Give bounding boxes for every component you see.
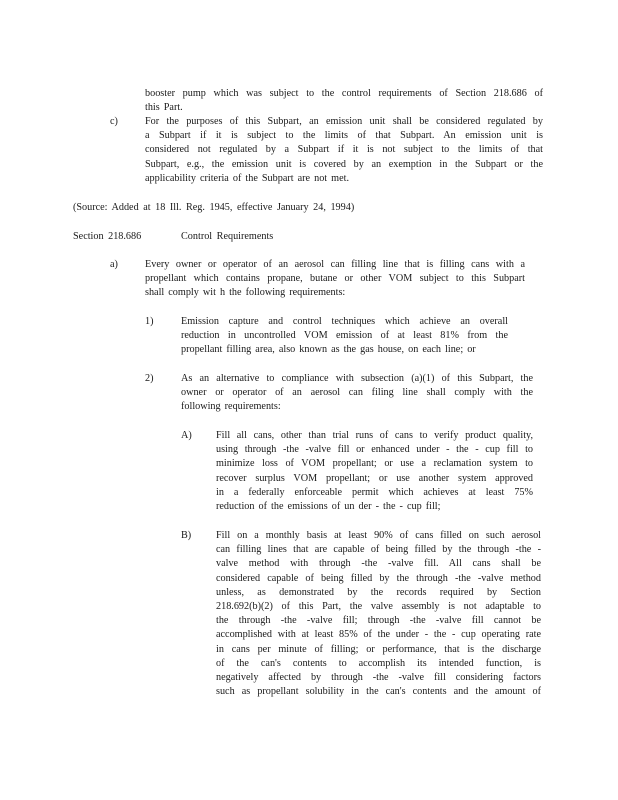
continuation-paragraph — [145, 87, 543, 115]
paragraph-line: such as propellant solubility in the can's contents and the amount of — [216, 686, 541, 698]
paragraph-line: 218.692(b)(2) of this Part, the valve assembly is not adaptable to — [216, 601, 541, 613]
paragraph-line: Fill all cans, other than trial runs of cans to verify product quality, — [216, 430, 533, 441]
paragraph-line: shall comply wit h the following requirements: — [145, 287, 346, 299]
paragraph-line: minimize loss of VOM propellant; or use a reclamation system to — [216, 458, 533, 470]
paragraph-line: negatively affected by through -the -valve fill considering factors — [216, 672, 541, 684]
paragraph-line: As an alternative to compliance with subsection (a)(1) of this Subpart, the — [181, 373, 533, 384]
paragraph-line: valve method with through -the -valve fill. All cans shall be — [216, 558, 541, 570]
paragraph-line: a Subpart if it is subject to the limits of that Subpart. An emission unit is — [145, 130, 543, 142]
section-number: Section 218.686 — [73, 231, 142, 242]
paragraph-line: of the can's contents to accomplish its intended function, is — [216, 657, 541, 669]
paragraph-line: following requirements: — [181, 401, 281, 413]
item-label-A: A) — [181, 430, 192, 441]
item-c-text — [145, 115, 543, 186]
paragraph-line: using through -the -valve fill or enhanced under - the - cup fill to — [216, 444, 533, 456]
item-2-text — [181, 372, 533, 415]
paragraph-line: Fill on a monthly basis at least 90% of cans filled on such aerosol — [216, 530, 541, 541]
source-note: (Source: Added at 18 Ill. Reg. 1945, effective January 24, 1994) — [73, 202, 355, 213]
paragraph-line: this Part. — [145, 102, 183, 114]
paragraph-line: Emission capture and control techniques which achieve an overall — [181, 316, 508, 327]
paragraph-line: propellant which contains propane, butane or other VOM subject to this Subpart — [145, 273, 525, 285]
paragraph-line: booster pump which was subject to the control requirements of Section 218.686 of — [145, 88, 543, 99]
paragraph-line: For the purposes of this Subpart, an emission unit shall be considered regulated by — [145, 116, 543, 127]
paragraph-line: unless, as demonstrated by the records required by Section — [216, 586, 541, 598]
paragraph-line: considered capable of being filled by the through -the -valve method — [216, 572, 541, 584]
item-label-1: 1) — [145, 316, 154, 327]
paragraph-line: the through -the -valve fill; through -the -valve fill cannot be — [216, 615, 541, 627]
paragraph-line: reduction of the emissions of un der - the - cup fill; — [216, 501, 441, 513]
paragraph-line: considered not regulated by a Subpart if it is not subject to the limits of that — [145, 144, 543, 156]
paragraph-line: can filling lines that are capable of being filled by the through -the - — [216, 544, 541, 556]
paragraph-line: applicability criteria of the Subpart are not met. — [145, 172, 349, 184]
item-a-text — [145, 258, 525, 301]
paragraph-line: in a federally enforceable permit which achieves at least 75% — [216, 486, 533, 498]
paragraph-line: accomplished with at least 85% of the under - the - cup operating rate — [216, 629, 541, 641]
paragraph-line: propellant filling area, also known as the gas house, on each line; or — [181, 344, 476, 356]
item-A-text — [216, 429, 533, 514]
paragraph-line: Subpart, e.g., the emission unit is covered by an exemption in the Subpart or the — [145, 158, 543, 170]
paragraph-line: Every owner or operator of an aerosol can filling line that is filling cans with a — [145, 259, 525, 270]
item-label-a: a) — [110, 259, 118, 270]
section-title: Control Requirements — [181, 231, 274, 242]
paragraph-line: reduction in uncontrolled VOM emission of at least 81% from the — [181, 330, 508, 342]
item-label-2: 2) — [145, 373, 154, 384]
item-B-text — [216, 529, 541, 699]
item-label-c: c) — [110, 116, 118, 127]
paragraph-line: owner or operator of an aerosol can filing line shall comply with the — [181, 387, 533, 399]
paragraph-line: in cans per minute of filling; or performance, that is the discharge — [216, 643, 541, 655]
item-label-B: B) — [181, 530, 192, 541]
paragraph-line: recover surplus VOM propellant; or use another system approved — [216, 472, 533, 484]
item-1-text — [181, 315, 508, 358]
